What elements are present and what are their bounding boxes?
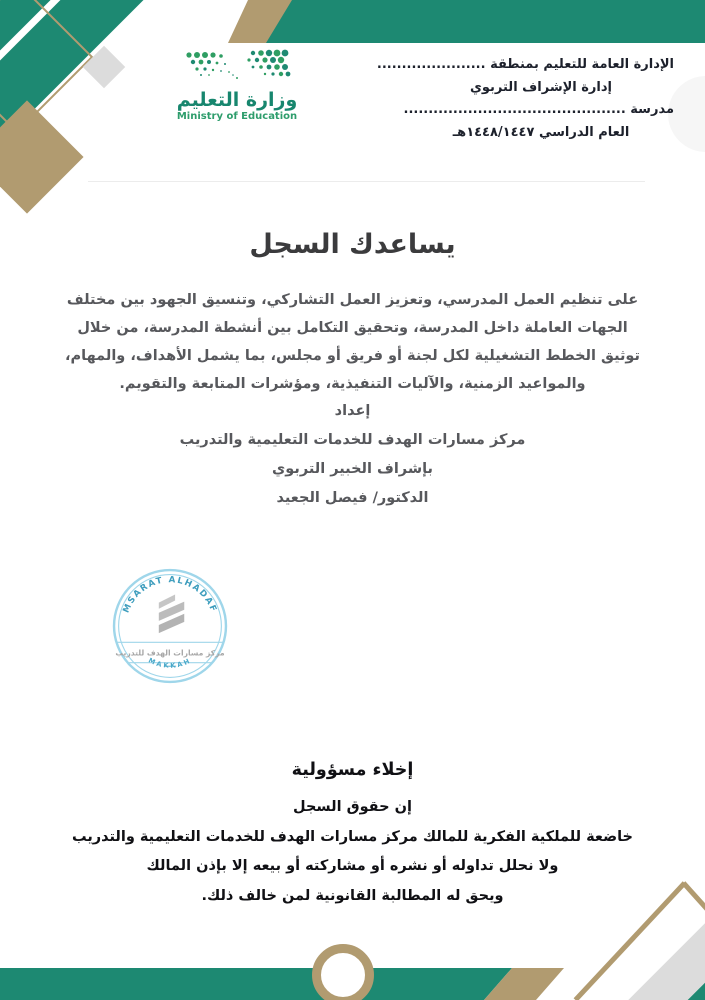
top-band-teal: [266, 0, 705, 43]
header-school-line: مدرسة .............................................: [403, 102, 674, 117]
intro-paragraph: على تنظيم العمل المدرسي، وتعزيز العمل التشاركي، وتنسيق الجهود بين مختلف الجهات العاملة داخل المدرسة، وتحقيق التكامل بين أنشطة المدرسة، من خلال توثيق الخطط التشغيلية لكل لجنة أو فريق أو مجلس، بما يشمل الأهداف، والمهام، والمواعيد الزمنية، والآليات التنفيذية، ومؤشرات المتابعة والتقويم.: [65, 292, 640, 392]
prepared-by: مركز مسارات الهدف للخدمات التعليمية والتدريب: [179, 432, 526, 448]
ministry-logo: [170, 48, 304, 123]
corner-tan-diamond: [0, 100, 84, 213]
disclaimer-line: خاضعة للملكية الفكرية للمالك مركز مسارات الهدف للخدمات التعليمية والتدريب: [71, 828, 634, 845]
ministry-name-arabic: وزارة التعليم: [176, 89, 298, 111]
svg-text:MAKKAH: [147, 656, 193, 670]
header-fields: [376, 57, 674, 148]
header-academic-year-line: العام الدراسي ١٤٤٨/١٤٤٧هـ: [452, 124, 630, 140]
ministry-name-english: Ministry of Education: [176, 111, 298, 122]
disclaimer-line: ولا نحلل تداوله أو نشره أو مشاركته أو بيعه إلا بإذن المالك: [146, 858, 559, 874]
bottom-right-gray-chevron: [622, 914, 705, 1000]
header-separator-line: [88, 181, 645, 182]
supervisor-name: الدكتور/ فيصل الجعيد: [276, 490, 429, 506]
bottom-circle-ornament: [312, 944, 374, 1000]
disclaimer-line: إن حقوق السجل: [293, 799, 412, 815]
supervision-line: بإشراف الخبير التربوي: [272, 461, 433, 477]
ministry-logo-dots-icon: [183, 48, 291, 82]
disclaimer-section: [0, 760, 705, 911]
stamp-top-text: MSARAT ALHADAF: [121, 575, 219, 615]
preparation-block: [0, 397, 705, 513]
stamp-seal-icon: [112, 568, 228, 684]
disclaimer-title: إخلاء مسؤولية: [291, 760, 414, 780]
stamp-bottom-text: MAKKAH: [147, 656, 193, 670]
disclaimer-line: ويحق له المطالبة القانونية لمن خالف ذلك.: [201, 887, 504, 904]
center-stamp: [112, 568, 228, 684]
header-region-line: الإدارة العامة للتعليم بمنطقة ......................: [376, 57, 674, 72]
page-title: يساعدك السجل: [249, 229, 456, 260]
bottom-band-teal: [0, 968, 512, 1000]
header-department-line: إدارة الإشراف التربوي: [469, 79, 613, 95]
stamp-logo-mark: [159, 594, 184, 633]
prepared-label: إعداد: [334, 403, 371, 419]
stamp-band-text: مركز مسارات الهدف للتدريب: [115, 648, 225, 658]
